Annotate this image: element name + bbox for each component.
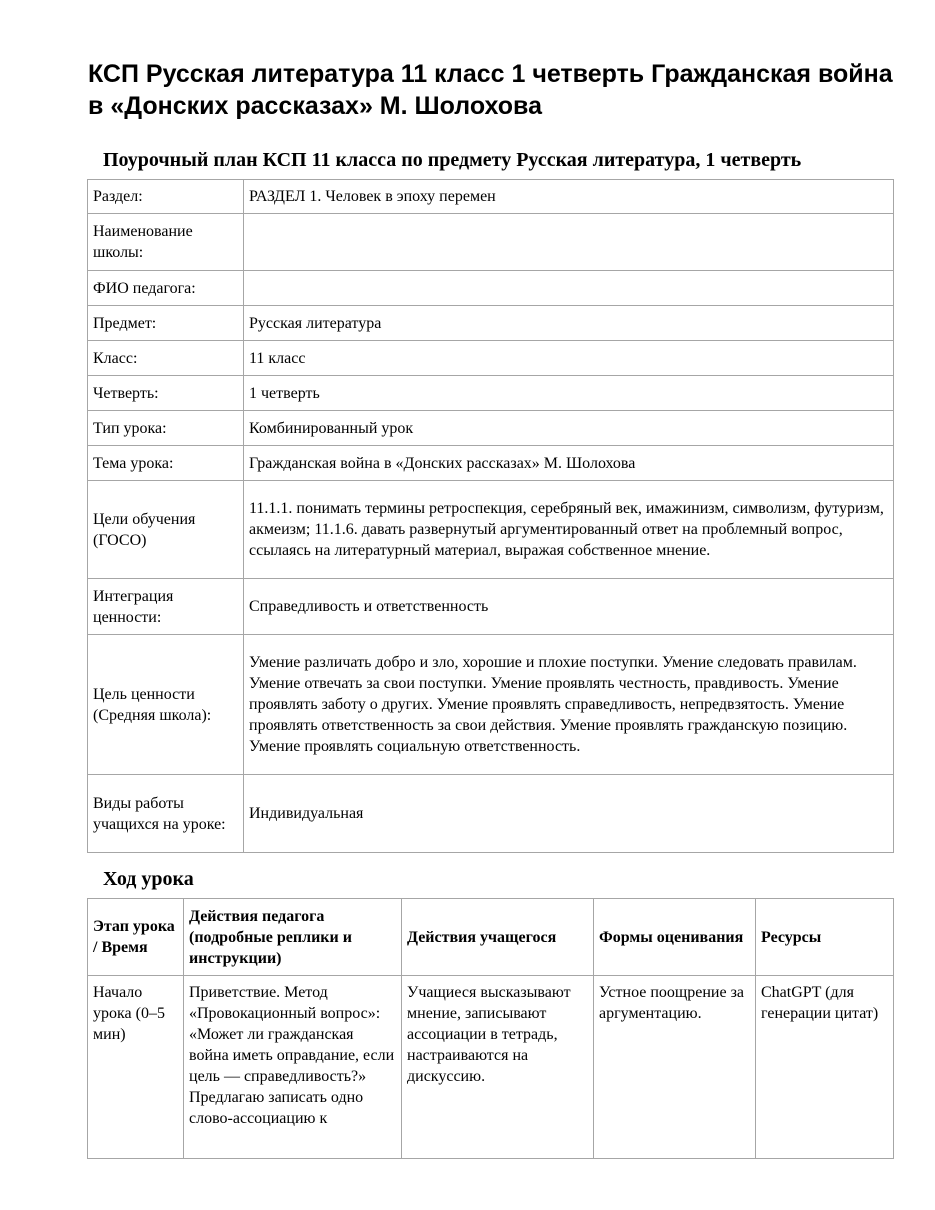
info-label: Наименование школы:: [88, 214, 244, 271]
info-row-section: [88, 180, 894, 214]
info-value: Гражданская война в «Донских рассказах» М. Шолохова: [244, 446, 894, 481]
resources-cell: ChatGPT (для генерации цитат): [756, 976, 894, 1159]
info-label: Цель ценности (Средняя школа):: [88, 635, 244, 775]
info-row-grade: [88, 341, 894, 376]
info-label: Класс:: [88, 341, 244, 376]
lesson-table-header-row: [88, 899, 894, 976]
info-row-value-goal: [88, 635, 894, 775]
info-row-lesson-type: [88, 411, 894, 446]
info-value: 11.1.1. понимать термины ретроспекция, серебряный век, имажинизм, символизм, футуризм, акмеизм; 11.1.6. давать развернутый аргументированный ответ на проблемный вопрос, ссылаясь на литературный материал, выражая собственное мнение.: [244, 481, 894, 579]
info-label: Виды работы учащихся на уроке:: [88, 775, 244, 853]
document-title: КСП Русская литература 11 класс 1 четверть Гражданская война в «Донских рассказах» М. Шолохова: [88, 60, 893, 120]
info-label: Раздел:: [88, 180, 244, 214]
info-label: Тема урока:: [88, 446, 244, 481]
plan-heading: Поурочный план КСП 11 класса по предмету Русская литература, 1 четверть: [103, 149, 802, 171]
info-label: ФИО педагога:: [88, 271, 244, 306]
lesson-info-table: [87, 179, 894, 853]
column-header-assessment: Формы оценивания: [594, 899, 756, 976]
column-header-resources: Ресурсы: [756, 899, 894, 976]
assessment-cell: Устное поощрение за аргументацию.: [594, 976, 756, 1159]
info-value: Русская литература: [244, 306, 894, 341]
info-value: 11 класс: [244, 341, 894, 376]
info-row-quarter: [88, 376, 894, 411]
student-actions-cell: Учащиеся высказывают мнение, записывают ассоциации в тетрадь, настраиваются на дискуссию.: [402, 976, 594, 1159]
table-row: [88, 976, 894, 1159]
info-value: Индивидуальная: [244, 775, 894, 853]
lesson-course-table: [87, 898, 894, 1159]
column-header-stage: Этап урока / Время: [88, 899, 184, 976]
column-header-student-actions: Действия учащегося: [402, 899, 594, 976]
info-label: Тип урока:: [88, 411, 244, 446]
info-row-learning-goals: [88, 481, 894, 579]
info-value: Комбинированный урок: [244, 411, 894, 446]
info-value: [244, 214, 894, 271]
info-row-subject: [88, 306, 894, 341]
column-header-teacher-actions: Действия педагога (подробные реплики и инструкции): [184, 899, 402, 976]
info-value: РАЗДЕЛ 1. Человек в эпоху перемен: [244, 180, 894, 214]
info-row-topic: [88, 446, 894, 481]
info-value: [244, 271, 894, 306]
info-label: Четверть:: [88, 376, 244, 411]
info-label: Предмет:: [88, 306, 244, 341]
info-row-work-types: [88, 775, 894, 853]
info-value: 1 четверть: [244, 376, 894, 411]
info-label: Цели обучения (ГОСО): [88, 481, 244, 579]
info-label: Интеграция ценности:: [88, 579, 244, 635]
info-value: Умение различать добро и зло, хорошие и плохие поступки. Умение следовать правилам. Умение отвечать за свои поступки. Умение проявлять честность, правдивость. Умение проявлять заботу о других. Умение проявлять справедливость, непредвзятость. Умение проявлять ответственность за свои действия. Умение проявлять гражданскую позицию. Умение проявлять социальную ответственность.: [244, 635, 894, 775]
info-value: Справедливость и ответственность: [244, 579, 894, 635]
info-row-school: [88, 214, 894, 271]
info-row-teacher: [88, 271, 894, 306]
course-heading: Ход урока: [103, 868, 194, 890]
info-row-value-integration: [88, 579, 894, 635]
stage-cell: Начало урока (0–5 мин): [88, 976, 184, 1159]
teacher-actions-cell: Приветствие. Метод «Провокационный вопрос»: «Может ли гражданская война иметь оправдание, если цель — справедливость?» Предлагаю записать одно слово-ассоциацию к: [184, 976, 402, 1159]
